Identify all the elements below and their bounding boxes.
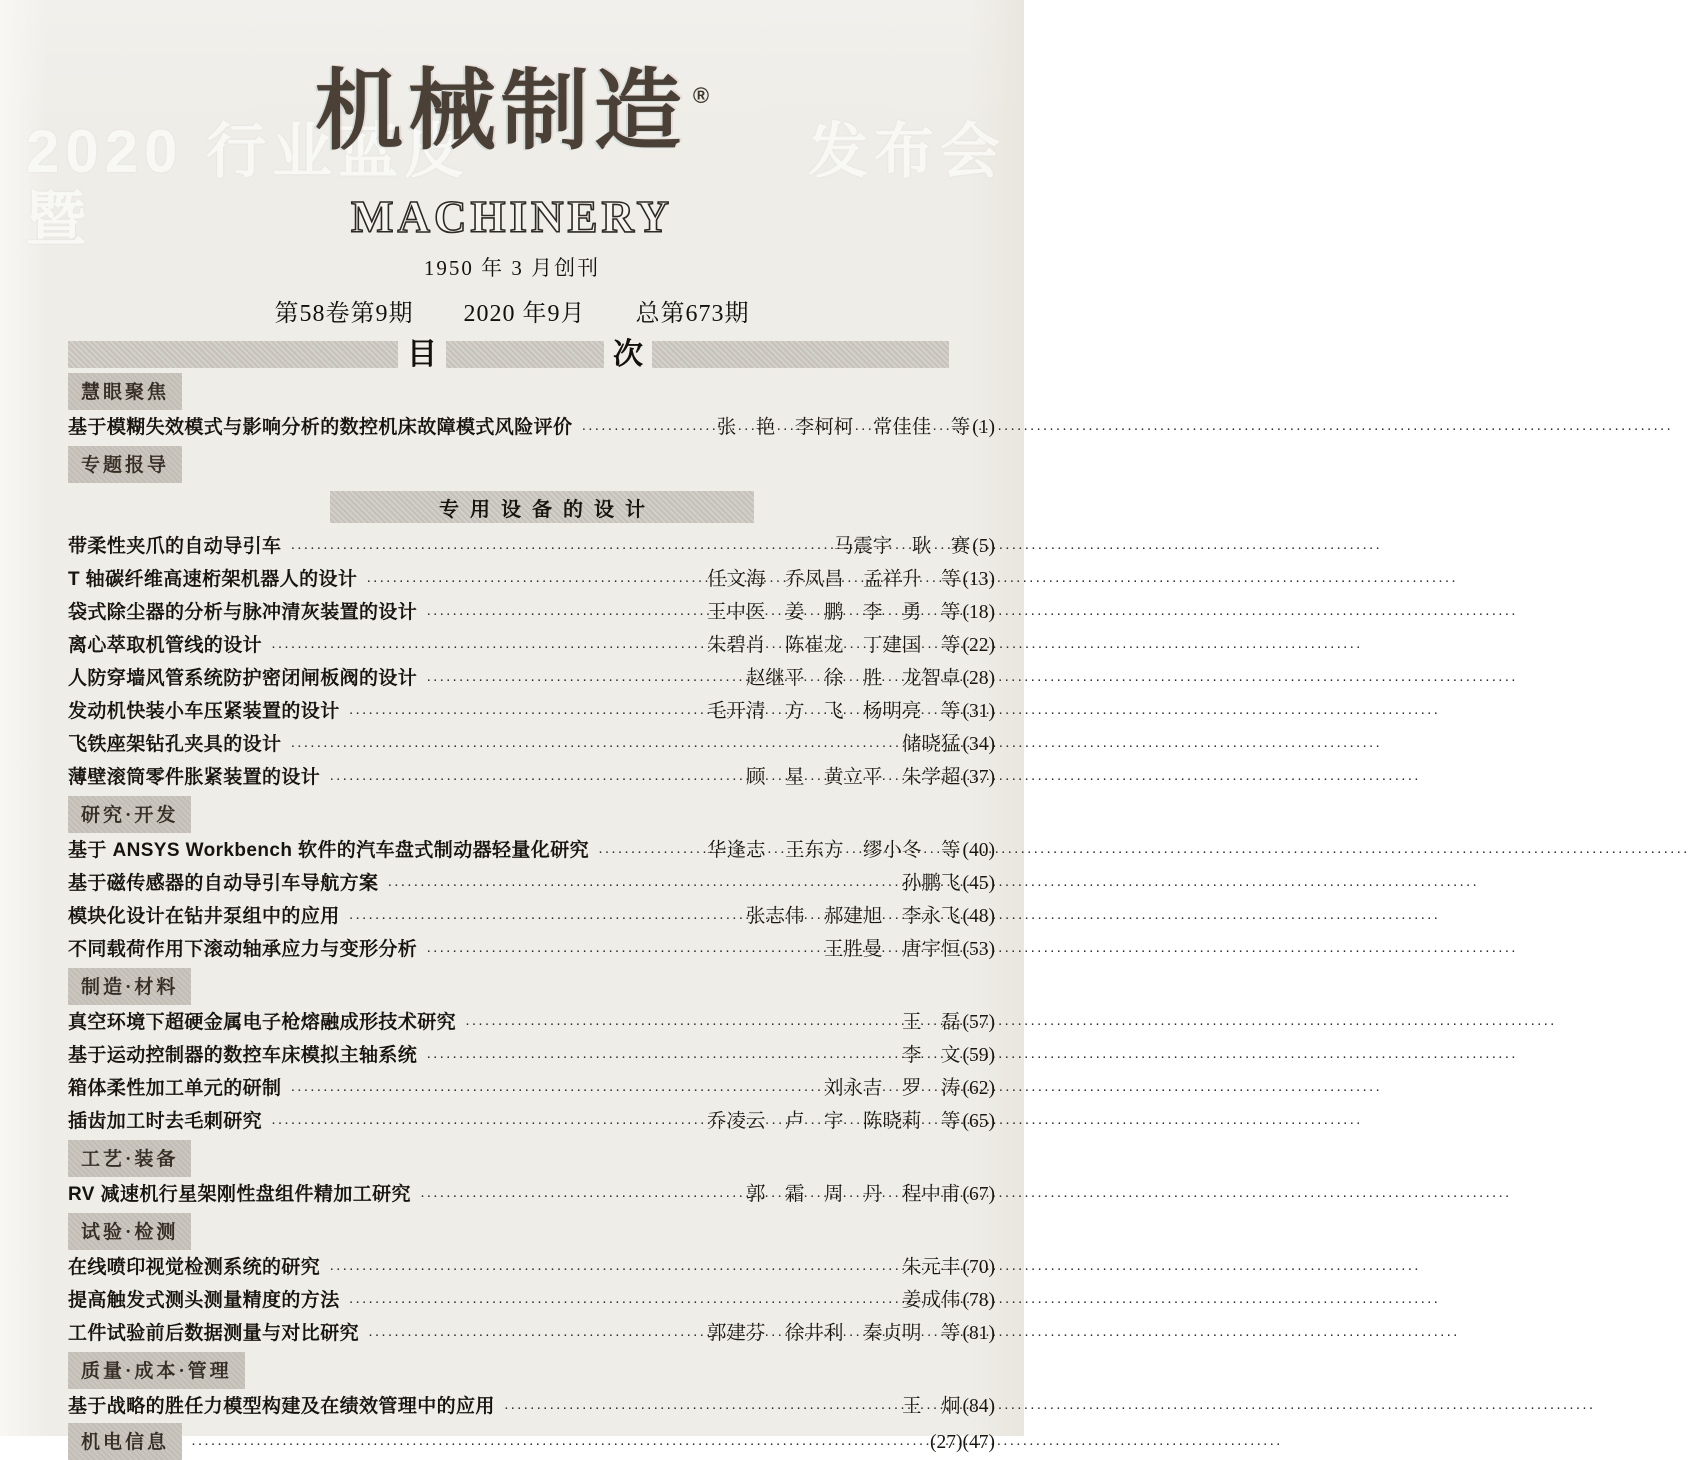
article-authors: 乔凌云 卢 宇 陈晓莉 等 <box>706 1111 961 1132</box>
dot-leader <box>581 420 709 437</box>
section-pages: (27)(47) <box>930 1432 995 1453</box>
toc-entry <box>68 1178 995 1211</box>
dot-leader <box>465 1015 895 1032</box>
article-page: (62) <box>962 1078 995 1099</box>
article-title: 薄壁滚筒零件胀紧装置的设计 <box>68 767 321 788</box>
article-title: 基于 ANSYS Workbench 软件的汽车盘式制动器轻量化研究 <box>68 840 590 861</box>
bleed-through-left: 2020 行业蓝皮 <box>26 118 471 185</box>
dot-leader <box>349 909 739 926</box>
article-page: (28) <box>962 668 995 689</box>
article-page: (40) <box>962 840 995 861</box>
article-title: 不同载荷作用下滚动轴承应力与变形分析 <box>68 939 418 960</box>
toc-entry <box>68 563 995 596</box>
section-badge: 质量·成本·管理 <box>68 1352 245 1389</box>
subsection-row <box>68 491 995 523</box>
toc-entry <box>68 629 995 662</box>
article-authors: 朱元丰 <box>901 1257 961 1278</box>
article-authors: 刘永吉 罗 涛 <box>823 1078 961 1099</box>
article-page: (22) <box>962 635 995 656</box>
article-page: (65) <box>962 1111 995 1132</box>
dot-leader <box>271 638 700 655</box>
article-title: 发动机快装小车压紧装置的设计 <box>68 701 340 722</box>
dot-leader <box>504 1399 895 1416</box>
article-authors: 孙鹏飞 <box>901 873 961 894</box>
article-title: 基于模糊失效模式与影响分析的数控机床故障模式风险评价 <box>68 417 573 438</box>
journal-logo-row <box>0 50 1024 183</box>
article-authors: 王胜曼 唐宇恒 <box>823 939 961 960</box>
toc-entry <box>68 1105 995 1138</box>
registered-trademark-icon: ® <box>692 83 710 108</box>
dot-leader <box>368 1326 700 1343</box>
dot-leader <box>598 843 700 860</box>
bleed-through-right: 发布会 <box>808 118 1006 185</box>
article-authors: 华逢志 王东方 缪小冬 等 <box>706 840 961 861</box>
toc-entry <box>68 761 995 794</box>
dot-leader <box>426 605 700 622</box>
section-badge: 工艺·装备 <box>68 1140 191 1177</box>
journal-name-english: MACHINERY <box>351 192 673 242</box>
bleed-through-line2: 暨 <box>26 186 92 253</box>
article-authors: 马震宇 耿 赛 <box>833 536 971 557</box>
article-authors: 李 文 <box>901 1045 961 1066</box>
article-authors: 郭 霜 周 丹 程中甫 <box>745 1184 961 1205</box>
article-title: 真空环境下超硬金属电子枪熔融成形技术研究 <box>68 1012 457 1033</box>
section-badge: 慧眼聚焦 <box>68 373 182 410</box>
article-page: (84) <box>962 1396 995 1417</box>
toc-entry <box>68 728 995 761</box>
journal-logo: 机械制造 <box>314 61 687 160</box>
dot-leader <box>290 737 895 754</box>
dot-leader <box>329 770 739 787</box>
article-page: (5) <box>972 536 995 557</box>
toc-entry <box>68 1284 995 1317</box>
section-4 <box>68 1138 995 1178</box>
toc-entry <box>68 662 995 695</box>
article-title: T 轴碳纤维高速桁架机器人的设计 <box>68 569 358 590</box>
article-title: 在线喷印视觉检测系统的研究 <box>68 1257 321 1278</box>
article-authors: 朱碧肖 陈崔龙 丁建国 等 <box>706 635 961 656</box>
article-title: 飞铁座架钻孔夹具的设计 <box>68 734 282 755</box>
section-7 <box>68 1423 995 1456</box>
article-authors: 储晓猛 <box>901 734 961 755</box>
article-page: (18) <box>962 602 995 623</box>
toc-entry <box>68 1251 995 1284</box>
section-badge: 制造·材料 <box>68 968 191 1005</box>
dot-leader <box>290 1081 817 1098</box>
dot-leader <box>271 1114 700 1131</box>
toc-entry <box>68 695 995 728</box>
dot-leader <box>191 1435 921 1452</box>
article-page: (34) <box>962 734 995 755</box>
article-authors: 毛开清 方 飞 杨明亮 等 <box>706 701 961 722</box>
article-page: (81) <box>962 1323 995 1344</box>
article-authors: 王 炯 <box>901 1396 961 1417</box>
toc-bar-segment <box>652 341 949 368</box>
article-authors: 赵继平 徐 胜 龙智卓 <box>745 668 961 689</box>
article-authors: 王 磊 <box>901 1012 961 1033</box>
toc-entry <box>68 900 995 933</box>
article-authors: 王中医 姜 鹏 李 勇 等 <box>706 602 961 623</box>
toc-entry <box>68 933 995 966</box>
section-badge: 试验·检测 <box>68 1213 191 1250</box>
toc-bar-segment <box>446 341 604 368</box>
article-title: 袋式除尘器的分析与脉冲清灰装置的设计 <box>68 602 418 623</box>
article-page: (70) <box>962 1257 995 1278</box>
toc-char-mu: 目 <box>407 338 437 371</box>
section-5 <box>68 1211 995 1251</box>
toc-title-bar <box>68 338 949 371</box>
article-page: (57) <box>962 1012 995 1033</box>
toc-entry <box>68 596 995 629</box>
toc-entry <box>68 1006 995 1039</box>
article-page: (1) <box>972 417 995 438</box>
article-title: 基于磁传感器的自动导引车导航方案 <box>68 873 379 894</box>
article-authors: 顾 星 黄立平 朱学超 <box>745 767 961 788</box>
section-6 <box>68 1350 995 1390</box>
toc-entry <box>68 1072 995 1105</box>
article-title: 基于战略的胜任力模型构建及在绩效管理中的应用 <box>68 1396 495 1417</box>
dot-leader <box>426 671 739 688</box>
section-0 <box>68 371 995 411</box>
toc-entry <box>68 530 995 563</box>
article-title: 提高触发式测头测量精度的方法 <box>68 1290 340 1311</box>
article-title: RV 减速机行星架刚性盘组件精加工研究 <box>68 1184 411 1205</box>
section-3 <box>68 966 995 1006</box>
dot-leader <box>387 876 895 893</box>
article-page: (13) <box>962 569 995 590</box>
toc-entry <box>68 1317 995 1350</box>
issue-line: 第58卷第9期 2020 年9月 总第673期 <box>274 301 750 327</box>
article-authors: 郭建芬 徐井利 秦贞明 等 <box>706 1323 961 1344</box>
article-page: (53) <box>962 939 995 960</box>
toc-entry <box>68 1039 995 1072</box>
toc-entry <box>68 411 995 444</box>
article-authors: 任文海 乔凤昌 孟祥升 等 <box>706 569 961 590</box>
section-badge: 机电信息 <box>68 1423 182 1460</box>
dot-leader <box>426 1048 895 1065</box>
article-title: 插齿加工时去毛刺研究 <box>68 1111 263 1132</box>
article-title: 工件试验前后数据测量与对比研究 <box>68 1323 360 1344</box>
toc-entry <box>68 1390 995 1423</box>
article-page: (48) <box>962 906 995 927</box>
article-authors: 张志伟 郝建旭 李永飞 <box>745 906 961 927</box>
article-title: 模块化设计在钻井泵组中的应用 <box>68 906 340 927</box>
article-page: (78) <box>962 1290 995 1311</box>
toc-content <box>0 368 1024 1456</box>
dot-leader <box>349 1293 895 1310</box>
article-page: (45) <box>962 873 995 894</box>
dot-leader <box>349 704 700 721</box>
article-page: (59) <box>962 1045 995 1066</box>
article-authors: 姜成伟 <box>901 1290 961 1311</box>
article-title: 带柔性夹爪的自动导引车 <box>68 536 282 557</box>
article-page: (67) <box>962 1184 995 1205</box>
toc-char-ci: 次 <box>613 338 643 371</box>
toc-bar-segment <box>68 341 398 368</box>
masthead <box>0 0 1024 328</box>
article-authors: 张 艳 李柯柯 常佳佳 等 <box>716 417 971 438</box>
dot-leader <box>420 1187 739 1204</box>
subsection-title: 专用设备的设计 <box>330 491 754 523</box>
dot-leader <box>329 1260 895 1277</box>
dot-leader <box>426 942 817 959</box>
article-page: (31) <box>962 701 995 722</box>
article-title: 基于运动控制器的数控车床模拟主轴系统 <box>68 1045 418 1066</box>
toc-entry <box>68 834 995 867</box>
dot-leader <box>366 572 700 589</box>
article-title: 箱体柔性加工单元的研制 <box>68 1078 282 1099</box>
section-badge: 专题报导 <box>68 446 182 483</box>
section-2 <box>68 794 995 834</box>
toc-entry <box>68 867 995 900</box>
dot-leader <box>290 539 826 556</box>
founded-line: 1950 年 3 月创刊 <box>423 256 601 280</box>
section-badge: 研究·开发 <box>68 796 191 833</box>
article-title: 离心萃取机管线的设计 <box>68 635 263 656</box>
article-title: 人防穿墙风管系统防护密闭闸板阀的设计 <box>68 668 418 689</box>
article-page: (37) <box>962 767 995 788</box>
section-1 <box>68 444 995 484</box>
